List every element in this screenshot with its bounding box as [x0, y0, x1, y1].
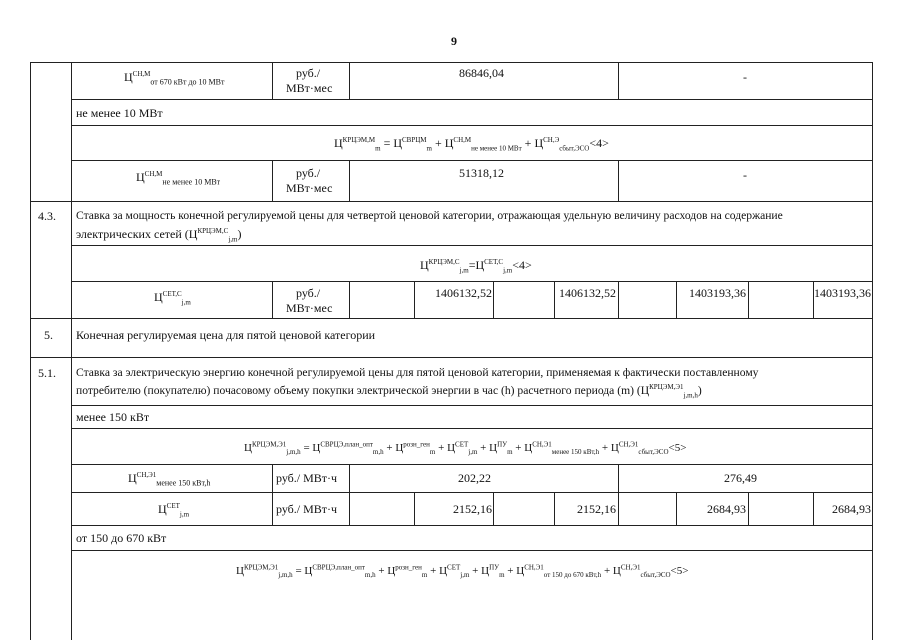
rate-value: 1403193,36	[814, 286, 871, 300]
rate-value: 2684,93	[832, 502, 871, 516]
unit-label: руб./	[296, 166, 321, 180]
dash-value: -	[743, 70, 747, 84]
rate-value: 2684,93	[707, 502, 746, 516]
unit-label: руб./ МВт·ч	[276, 502, 338, 516]
formula-43: $Ц^{КРЦЭМ,С}_{j,m}=Ц^{СЕТ,С}_{j,m}<4>$	[420, 258, 532, 275]
symbol-cn-m-10mw: $Ц^{СН,М}_{не менее 10 МВт}$	[136, 170, 221, 187]
section-label-150: менее 150 кВт	[76, 410, 150, 424]
symbol-cet: $Ц^{СЕТ}_{j,m}$	[158, 502, 190, 519]
item-number: 5.	[44, 328, 53, 342]
rate-value: 202,22	[458, 471, 491, 485]
section-label-10mw: не менее 10 МВт	[76, 106, 163, 120]
symbol-cn-e1-150: $Ц^{СН,Э1}_{менее 150 кВт,h}$	[128, 471, 211, 488]
formula-10mw: $Ц^{КРЦЭМ,М}_m = Ц^{СВРЦМ}_m + Ц^{СН,М}_{не менее 10 МВт} + Ц^{СН,Э}_{сбыт,ЭСО}<4>$	[334, 136, 609, 153]
item-text-line: электрических сетей $(Ц^{КРЦЭМ,С}_{j,m})$	[76, 227, 242, 244]
rate-value: 1403193,36	[689, 286, 746, 300]
rate-value: 86846,04	[459, 66, 504, 80]
dash-value: -	[743, 168, 747, 182]
rate-value: 2152,16	[453, 502, 492, 516]
rate-value: 1406132,52	[559, 286, 616, 300]
rate-value: 1406132,52	[435, 286, 492, 300]
unit-label: руб./	[296, 286, 321, 300]
rate-value: 51318,12	[459, 166, 504, 180]
unit-label: МВт·мес	[286, 301, 333, 315]
item-number: 5.1.	[38, 366, 56, 380]
section-label-150-670: от 150 до 670 кВт	[76, 531, 167, 545]
unit-label: руб./	[296, 66, 321, 80]
item-text-line: потребителю (покупателю) почасовому объему покупки электрической энергии в час (h) расчетного периода (m) $(Ц^{КРЦЭМ,Э1}_{j,m,h})$	[76, 383, 702, 400]
formula-150: $Ц^{КРЦЭМ,Э1}_{j,m,h} = Ц^{СВРЦЭ,план\_опт}_{m,h} + Ц^{розн\_ген}_m + Ц^{СЕТ}_{j,m} + Ц^{ПУ}_m + Ц^{СН,Э1}_{менее 150 кВт,h} + Ц^{СН,Э1}_{сбыт,ЭСО}<5>$	[244, 440, 687, 457]
item-text-line: Ставка за мощность конечной регулируемой цены для четвертой ценовой категории, отражающая удельную величину расходов на содержание	[76, 209, 783, 222]
formula-150-670: $Ц^{КРЦЭМ,Э1}_{j,m,h} = Ц^{СВРЦЭ,план\_опт}_{m,h} + Ц^{розн\_ген}_m + Ц^{СЕТ}_{j,m} + Ц^{ПУ}_m + Ц^{СН,Э1}_{от 150 до 670 кВт,h} + Ц^{СН,Э1}_{сбыт,ЭСО}<5>$	[236, 563, 689, 580]
unit-label: руб./ МВт·ч	[276, 471, 338, 485]
item-text-line: Ставка за электрическую энергию конечной регулируемой цены для пятой ценовой категории, применяемая к фактически поставленному	[76, 366, 759, 379]
rate-value: 276,49	[724, 471, 757, 485]
unit-label: МВт·мес	[286, 181, 333, 195]
unit-label: МВт·мес	[286, 81, 333, 95]
page-number: 9	[451, 34, 457, 48]
item-text-line: Конечная регулируемая цена для пятой ценовой категории	[76, 328, 376, 342]
symbol-cn-m-670-10: $Ц^{СН,М}_{от 670 кВт до 10 МВт}$	[124, 70, 225, 87]
symbol-cet-c: $Ц^{СЕТ,С}_{j,m}$	[154, 290, 191, 307]
rate-value: 2152,16	[577, 502, 616, 516]
item-number: 4.3.	[38, 209, 56, 223]
